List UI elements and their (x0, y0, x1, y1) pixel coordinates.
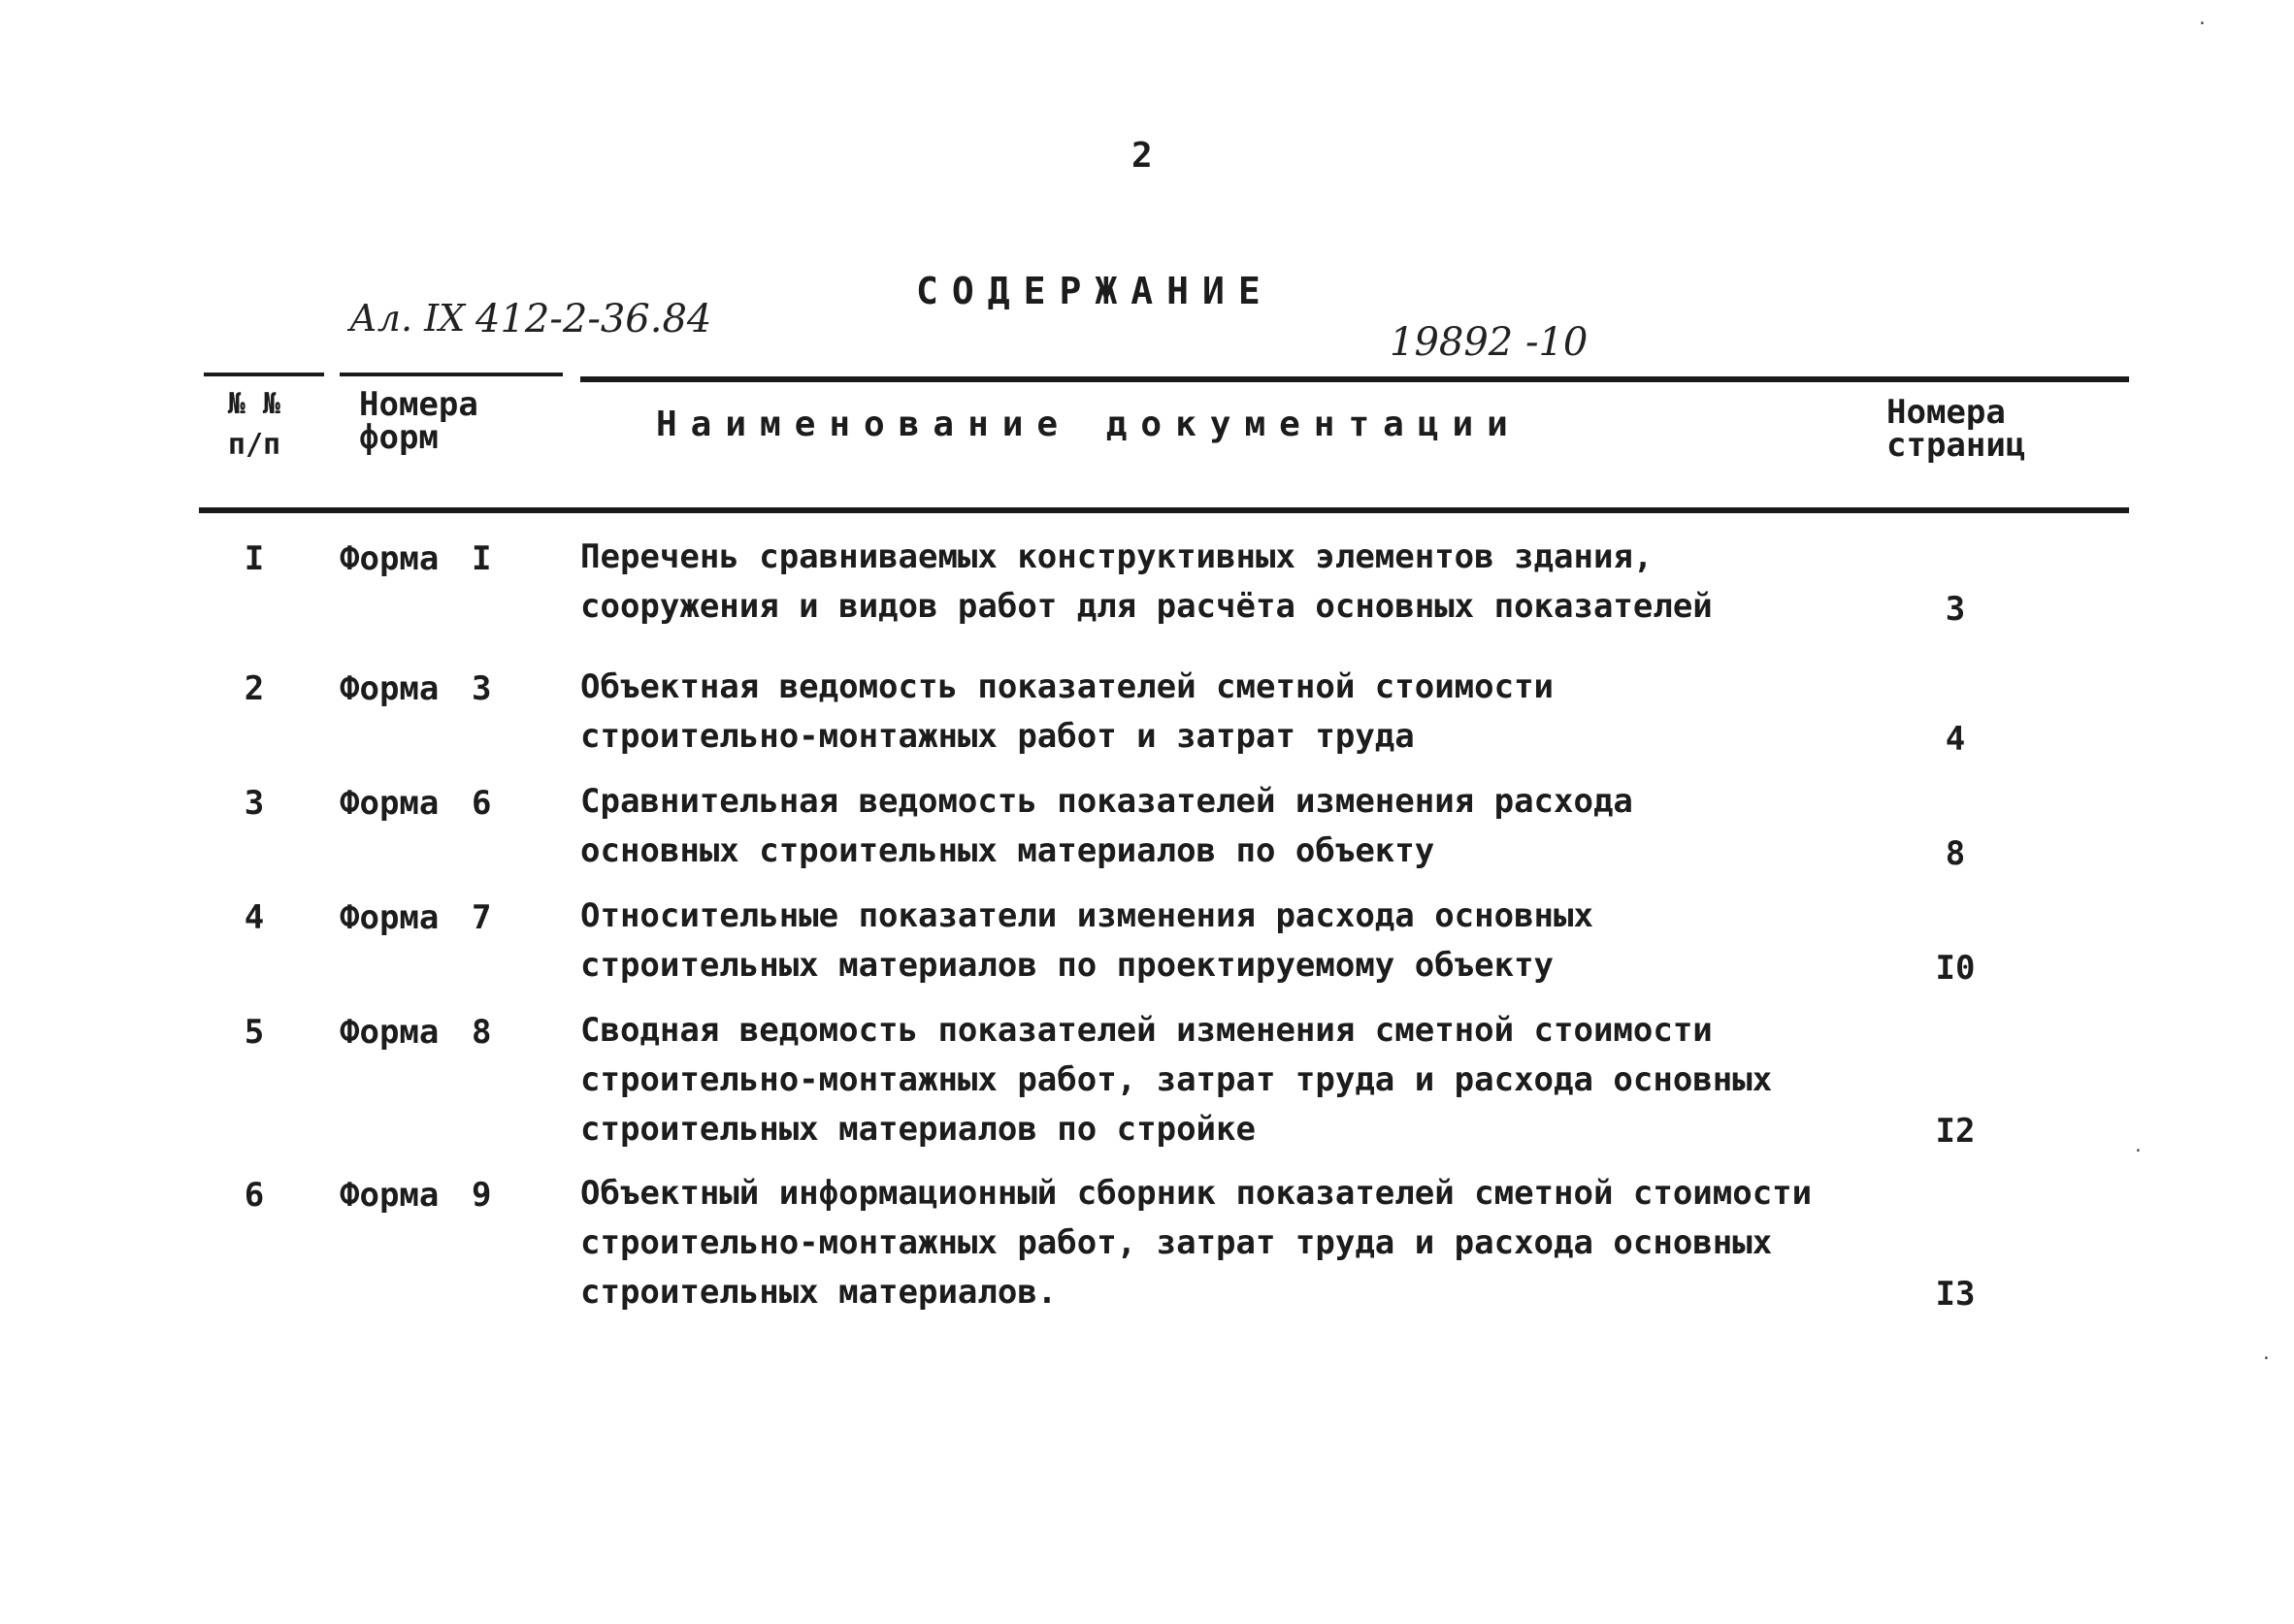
column-header-number (219, 387, 289, 462)
row-document-name (580, 892, 1593, 991)
form-number: 8 (472, 1013, 492, 1052)
row-number: 2 (244, 669, 265, 708)
document-name-line: строительных материалов. (580, 1273, 1058, 1312)
document-name-line: Объектная ведомость показателей сметной стоимости (580, 667, 1555, 706)
row-number: I (244, 539, 265, 578)
page-number: 2 (1131, 136, 1153, 176)
row-form (340, 669, 491, 708)
form-number: 9 (472, 1176, 492, 1215)
row-form (340, 539, 491, 578)
form-number: I (472, 539, 492, 578)
form-label: Форма (340, 1176, 440, 1215)
row-document-name (580, 1169, 1812, 1317)
row-page-number: 4 (1945, 720, 1966, 759)
header-top-rule (580, 376, 2129, 382)
row-document-name (580, 1006, 1772, 1154)
row-page-number: I0 (1935, 949, 1976, 988)
inventory-number-handwritten: 19892 -10 (1390, 320, 1589, 365)
contents-title: СОДЕРЖАНИЕ (916, 270, 1274, 312)
document-name-line: Относительные показатели изменения расхода основных (580, 896, 1593, 935)
form-number: 6 (472, 784, 492, 823)
column-header-name: Наименование документации (656, 405, 1522, 444)
form-label: Форма (340, 1013, 440, 1052)
form-label: Форма (340, 898, 440, 937)
row-form (340, 784, 491, 823)
document-name-line: строительно-монтажных работ и затрат труда (580, 717, 1415, 756)
column-header-pages (1886, 393, 2026, 465)
column-header-forms-line1: Номера (359, 385, 478, 424)
form-label: Форма (340, 784, 440, 823)
column-header-pages-line1: Номера (1886, 393, 2006, 432)
row-page-number: I3 (1935, 1275, 1976, 1314)
row-form (340, 898, 491, 937)
row-document-name (580, 533, 1713, 632)
scan-speck: · (2133, 1141, 2144, 1161)
column-header-forms-line2: форм (359, 418, 439, 457)
row-number: 6 (244, 1176, 265, 1215)
row-number: 5 (244, 1013, 265, 1052)
document-name-line: строительных материалов по стройке (580, 1110, 1256, 1149)
column-header-forms (359, 385, 478, 457)
form-label: Форма (340, 539, 440, 578)
row-page-number: 8 (1945, 834, 1966, 873)
row-page-number: 3 (1945, 590, 1966, 629)
row-number: 4 (244, 898, 265, 937)
album-number-handwritten: Ал. IX (349, 297, 466, 340)
document-name-line: основных строительных материалов по объекту (580, 831, 1435, 870)
column-header-pages-line2: страниц (1886, 426, 2026, 465)
row-form (340, 1176, 491, 1215)
header-bottom-rule (199, 507, 2129, 513)
column-header-number-line2: п/п (227, 428, 281, 462)
document-name-line: Сводная ведомость показателей изменения сметной стоимости (580, 1011, 1713, 1050)
row-form (340, 1013, 491, 1052)
form-label: Форма (340, 669, 440, 708)
row-page-number: I2 (1935, 1112, 1976, 1151)
document-name-line: Сравнительная ведомость показателей изменения расхода (580, 782, 1633, 821)
row-number: 3 (244, 784, 265, 823)
document-name-line: строительно-монтажных работ, затрат труда и расхода основных (580, 1060, 1773, 1099)
project-code-handwritten: 412-2-36.84 (475, 297, 712, 341)
header-top-rule (340, 373, 563, 376)
form-number: 7 (472, 898, 492, 937)
document-name-line: строительно-монтажных работ, затрат труда и расхода основных (580, 1223, 1773, 1262)
scan-speck: · (2197, 14, 2208, 34)
form-number: 3 (472, 669, 492, 708)
column-header-number-line1: № № (227, 387, 281, 421)
scan-speck: · (2261, 1348, 2272, 1369)
document-name-line: Перечень сравниваемых конструктивных элементов здания, (580, 537, 1654, 576)
document-name-line: строительных материалов по проектируемому объекту (580, 946, 1555, 985)
document-name-line: сооружения и видов работ для расчёта основных показателей (580, 587, 1713, 626)
document-name-line: Объектный информационный сборник показателей сметной стоимости (580, 1174, 1813, 1213)
row-document-name (580, 663, 1554, 762)
row-document-name (580, 777, 1633, 876)
header-top-rule (204, 373, 324, 376)
